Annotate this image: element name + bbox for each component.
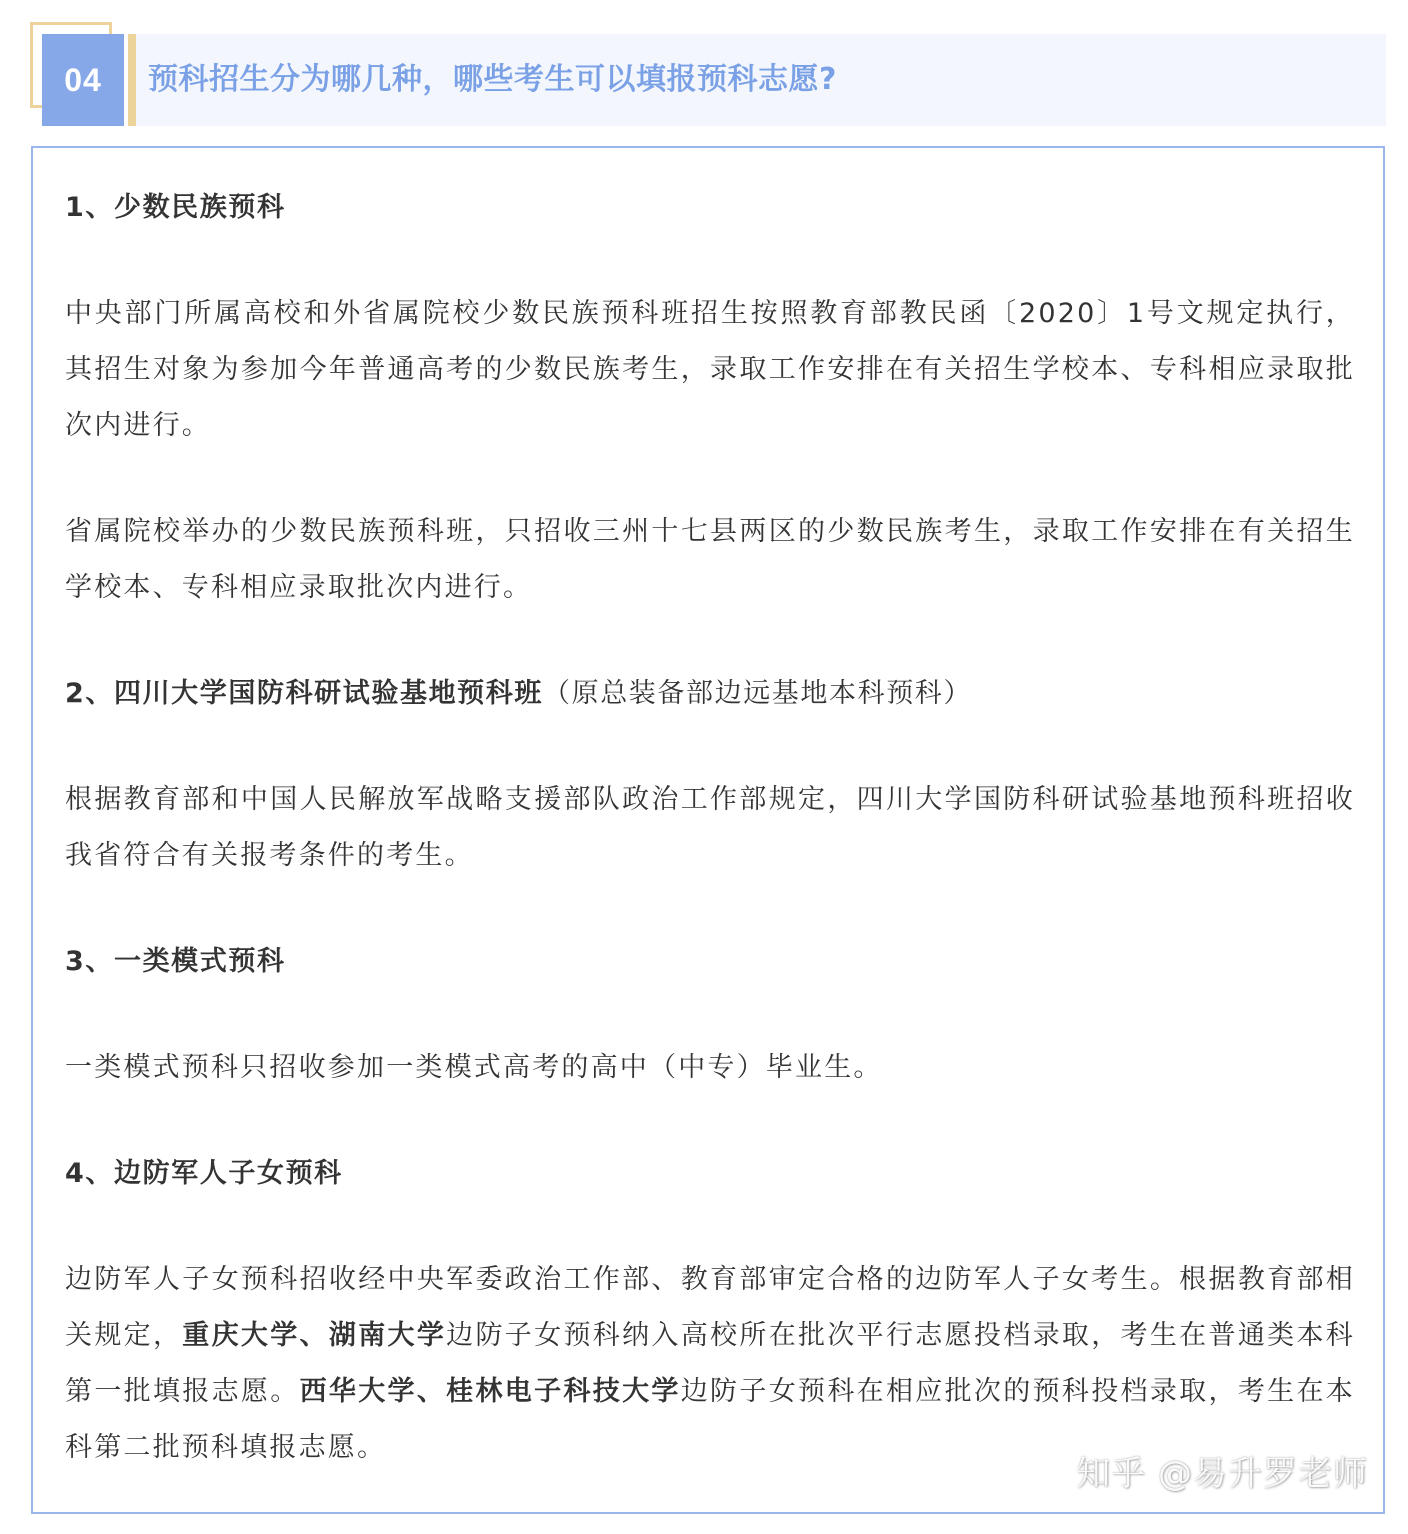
header-accent-bar	[128, 34, 136, 126]
paragraph-text: 边防军人子女预科招收经中央军委政治工作部、教育部审定合格的边防军人子女考生。根据教育部相关规定，	[65, 1264, 1355, 1351]
content-box	[31, 146, 1385, 1514]
paragraph: 根据教育部和中国人民解放军战略支援部队政治工作部规定，四川大学国防科研试验基地预科班招收我省符合有关报考条件的考生。	[65, 784, 1355, 871]
zhihu-watermark: 知乎 @易升罗老师	[1076, 1454, 1368, 1494]
subsection-title	[65, 666, 1355, 722]
paragraph-text: 边防子女预科纳入高校所在批次平行志愿投档录取，考生在普通类本科第一批填报志愿。	[65, 1320, 1355, 1407]
section-number-badge: 04	[42, 34, 124, 126]
subsection-title: 4、边防军人子女预科	[65, 1158, 343, 1189]
section-heading: 预科招生分为哪几种，哪些考生可以填报预科志愿?	[148, 62, 837, 97]
paragraph: 一类模式预科只招收参加一类模式高考的高中（中专）毕业生。	[65, 1052, 883, 1083]
subsection-title-note: （原总装备部边远基地本科预科）	[543, 678, 972, 709]
subsection-title: 1、少数民族预科	[65, 192, 286, 223]
bold-university-names: 西华大学、桂林电子科技大学	[299, 1376, 681, 1407]
bold-university-names: 重庆大学、湖南大学	[182, 1320, 447, 1351]
paragraph	[65, 1252, 1355, 1476]
subsection-title: 3、一类模式预科	[65, 946, 286, 977]
subsection-title-text: 2、四川大学国防科研试验基地预科班	[65, 678, 543, 709]
content-body	[65, 180, 1355, 1476]
section-header	[30, 22, 1386, 126]
paragraph: 中央部门所属高校和外省属院校少数民族预科班招生按照教育部教民函〔2020〕1号文规定执行，其招生对象为参加今年普通高考的少数民族考生，录取工作安排在有关招生学校本、专科相应录取批次内进行。	[65, 298, 1355, 441]
paragraph: 省属院校举办的少数民族预科班，只招收三州十七县两区的少数民族考生，录取工作安排在有关招生学校本、专科相应录取批次内进行。	[65, 516, 1355, 603]
paragraph-text: 边防子女预科在相应批次的预科投档录取，考生在本科第二批预科填报志愿。	[65, 1376, 1355, 1463]
